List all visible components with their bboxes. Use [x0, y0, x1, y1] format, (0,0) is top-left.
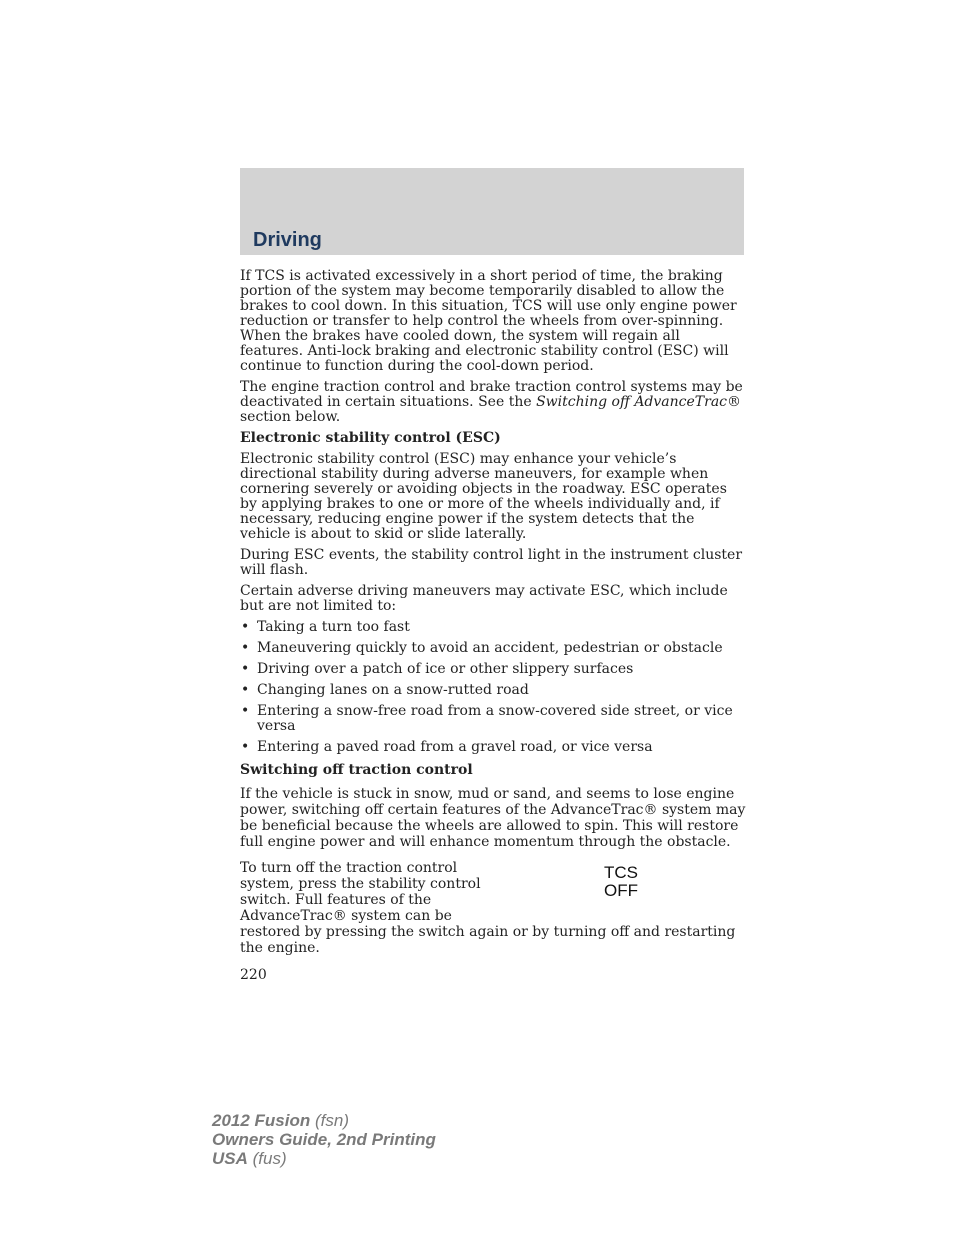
- paragraph-turn-off-line: To turn off the traction control: [240, 860, 458, 876]
- bullet: •: [241, 739, 250, 755]
- cross-reference: Switching off AdvanceTrac®: [536, 394, 742, 410]
- paragraph-deactivation-text: The engine traction control and brake traction control systems may be deactivated in certain situations. See the: [240, 379, 743, 410]
- paragraph-turn-off-line: AdvanceTrac® system can be: [240, 908, 452, 924]
- footer-guide: Owners Guide, 2nd Printing: [212, 1130, 436, 1149]
- section-title: Driving: [253, 229, 322, 251]
- list-item-text: Taking a turn too fast: [257, 619, 410, 635]
- paragraph-maneuvers-intro: Certain adverse driving maneuvers may activate ESC, which include but are not limited to:: [240, 583, 728, 614]
- paragraph-esc: Electronic stability control (ESC) may enhance your vehicle’s directional stability during adverse maneuvers, for example when cornering severely or avoiding objects in the roadway. ESC operates by applying brakes to one or more of the wheels individually and, if necessary, reducing engine power if the system detects that the vehicle is about to skid or slide laterally.: [240, 451, 727, 542]
- paragraph-deactivation-tail: section below.: [240, 409, 341, 425]
- list-item-text: Entering a paved road from a gravel road, or vice versa: [257, 739, 653, 755]
- footer-region-code: (fus): [252, 1149, 287, 1168]
- bullet: •: [241, 703, 250, 719]
- page-number: 220: [240, 967, 267, 983]
- footer-region: USA: [212, 1149, 248, 1168]
- footer: [212, 1111, 436, 1168]
- paragraph-turn-off-line: system, press the stability control: [240, 876, 481, 892]
- list-item: [240, 641, 746, 656]
- list-item-text: Changing lanes on a snow-rutted road: [257, 682, 529, 698]
- switching-off-heading: Switching off traction control: [240, 762, 473, 778]
- maneuvers-list: [240, 620, 746, 755]
- list-item-text: Entering a snow-free road from a snow-covered side street, or vice versa: [257, 703, 733, 734]
- footer-model-code: (fsn): [315, 1111, 349, 1130]
- paragraph-turn-off-rest: restored by pressing the switch again or by turning off and restarting the engine.: [240, 924, 736, 956]
- list-item: [240, 740, 746, 755]
- paragraph-esc-events: During ESC events, the stability control light in the instrument cluster will flash.: [240, 547, 743, 578]
- list-item-text: Driving over a patch of ice or other slippery surfaces: [257, 661, 634, 677]
- section-header: [240, 168, 744, 255]
- bullet: •: [241, 682, 250, 698]
- footer-line-model: [212, 1111, 436, 1130]
- list-item-text: Maneuvering quickly to avoid an accident, pedestrian or obstacle: [257, 640, 723, 656]
- paragraph-turn-off-line: switch. Full features of the: [240, 892, 432, 908]
- page-content: [240, 268, 746, 983]
- tcs-off-line1: TCS: [604, 863, 638, 882]
- paragraph-turn-off: [240, 860, 746, 956]
- list-item: [240, 620, 746, 635]
- bullet: •: [241, 661, 250, 677]
- footer-model: 2012 Fusion: [212, 1111, 311, 1130]
- list-item: [240, 662, 746, 677]
- list-item: [240, 704, 746, 734]
- bullet: •: [241, 619, 250, 635]
- paragraph-deactivation: [240, 380, 746, 425]
- switch-section: [240, 860, 746, 983]
- bullet: •: [241, 640, 250, 656]
- esc-heading: Electronic stability control (ESC): [240, 430, 501, 446]
- tcs-off-icon: [604, 864, 638, 900]
- tcs-off-line2: OFF: [604, 881, 638, 900]
- list-item: [240, 683, 746, 698]
- paragraph-tcs-braking: If TCS is activated excessively in a short period of time, the braking portion of the system may become temporarily disabled to allow the brakes to cool down. In this situation, TCS will use only engine power reduction or transfer to help control the wheels from over-spinning. When the brakes have cooled down, the system will regain all features. Anti-lock braking and electronic stability control (ESC) will continue to function during the cool-down period.: [240, 268, 737, 374]
- footer-line-region: [212, 1149, 436, 1168]
- paragraph-stuck-vehicle: If the vehicle is stuck in snow, mud or sand, and seems to lose engine power, switching off certain features of the AdvanceTrac® system may be beneficial because the wheels are allowed to spin. This will restore full engine power and will enhance momentum through the obstacle.: [240, 786, 746, 850]
- footer-line-guide: [212, 1130, 436, 1149]
